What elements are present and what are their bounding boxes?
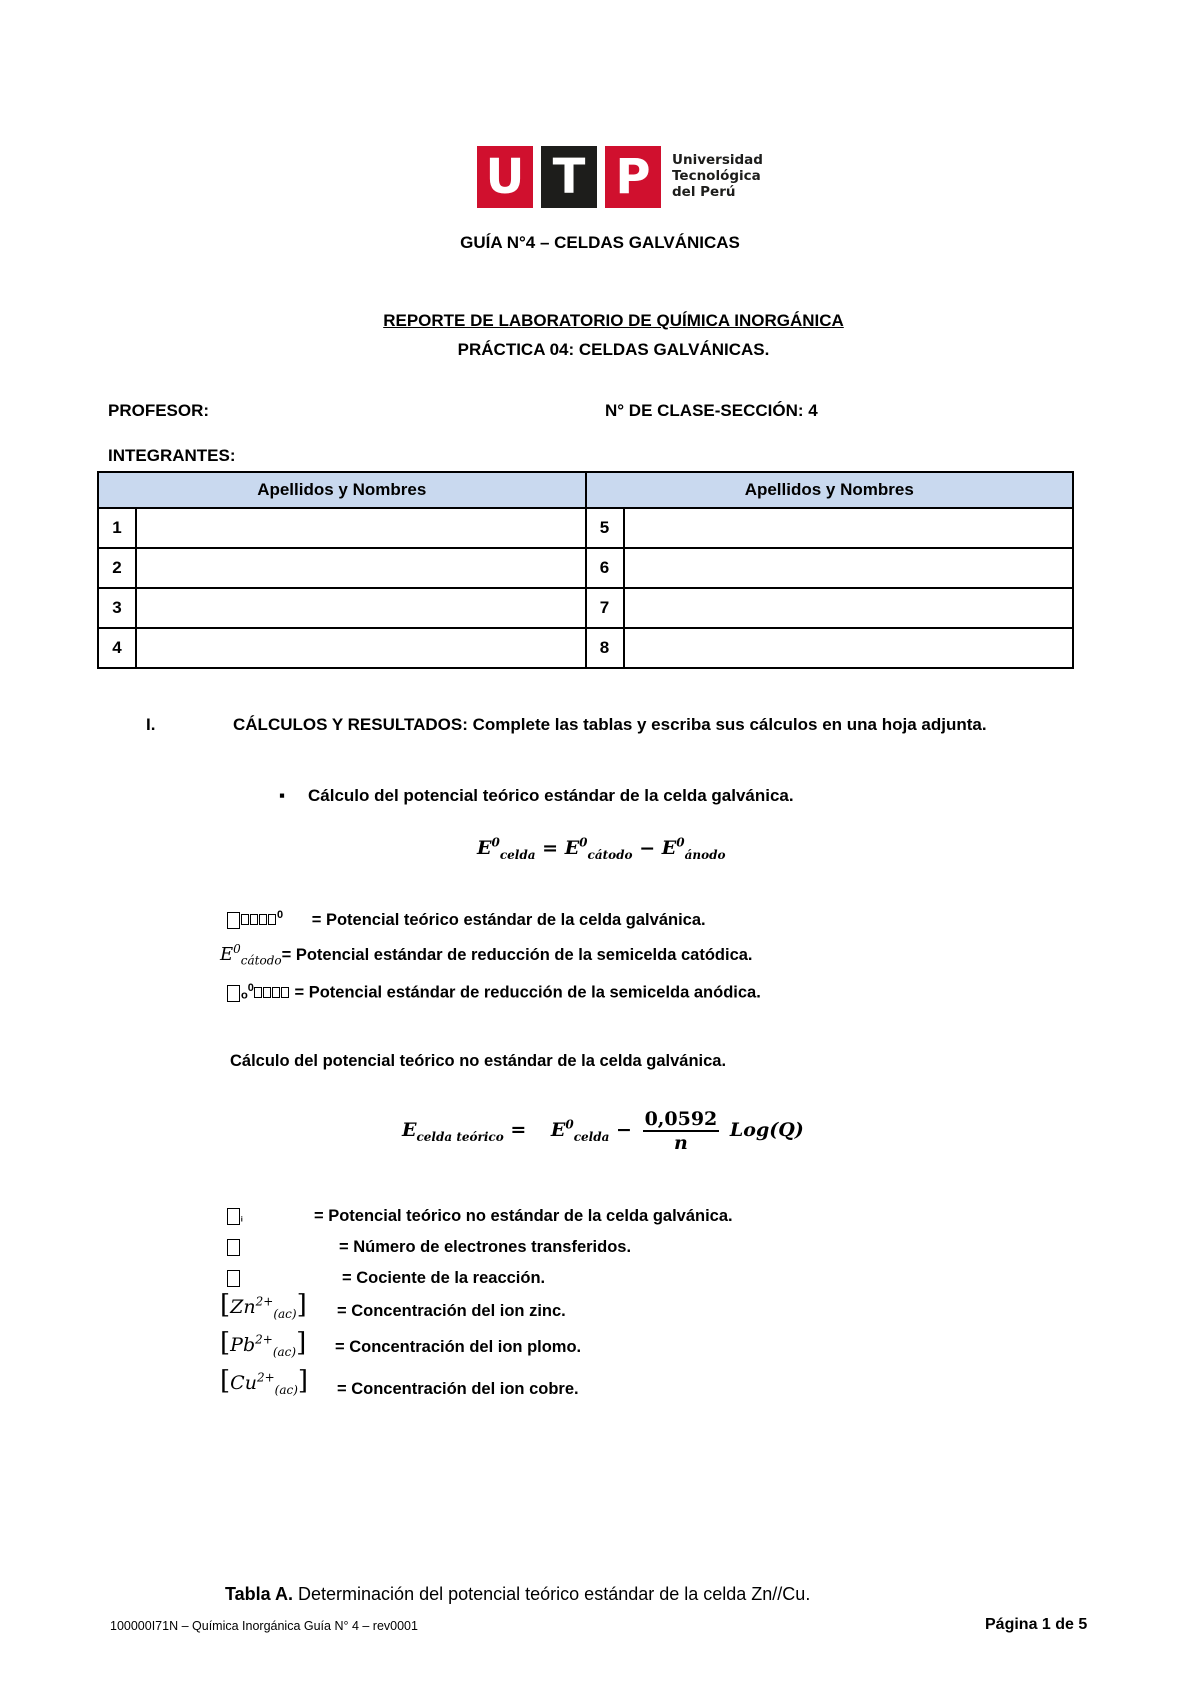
missing-glyph-icon (254, 987, 262, 998)
standard-potential-equation (477, 836, 725, 862)
ion-copper-text: = Concentración del ion cobre. (337, 1380, 579, 1398)
report-title: REPORTE DE LABORATORIO DE QUÍMICA INORGÁNICA (383, 311, 844, 330)
logo-letter-t: T (541, 146, 597, 208)
footer-page-number: Página 1 de 5 (985, 1616, 1088, 1633)
bullet-icon: ▪ (279, 786, 286, 805)
member-name-field[interactable] (624, 588, 1074, 628)
ion-copper-row: $[Cu^{2+}_{(ac)}]$ = Concentración del ion cobre. (220, 1366, 579, 1398)
table-a-text: Determinación del potencial teórico estándar de la celda Zn//Cu. (298, 1584, 811, 1604)
member-number: 2 (98, 548, 136, 588)
ion-lead-text: = Concentración del ion plomo. (335, 1338, 582, 1356)
members-header-left: Apellidos y Nombres (98, 472, 586, 508)
missing-glyph-icon (263, 987, 271, 998)
member-number: 8 (586, 628, 624, 668)
missing-glyph-icon (250, 914, 258, 925)
missing-glyph-icon (268, 914, 276, 925)
member-name-field[interactable] (136, 508, 586, 548)
section-heading-line (233, 715, 987, 735)
def-electrons: = Número de electrones transferidos. (227, 1238, 241, 1257)
table-row (98, 508, 1073, 548)
missing-glyph-icon (259, 914, 267, 925)
ion-zinc-row: $[Zn^{2+}_{(ac)}]$ = Concentración del ion zinc. (220, 1290, 566, 1321)
members-label: INTEGRANTES: (108, 446, 236, 465)
logo-name-line-2: Tecnológica (672, 168, 761, 184)
member-name-field[interactable] (136, 548, 586, 588)
logo-letter-u: U (477, 146, 533, 208)
utp-logo (477, 146, 762, 208)
logo-name-line-1: Universidad (672, 152, 763, 168)
professor-label: PROFESOR: (108, 401, 210, 420)
member-number: 6 (586, 548, 624, 588)
eq1-anode: $E^0_{ánodo}$ (661, 836, 726, 863)
member-number: 3 (98, 588, 136, 628)
def-cathode-potential: $E^0_{cátodo}=$ Potencial estándar de reducción de la semicelda catódica. (220, 942, 753, 968)
logo-name (672, 152, 763, 200)
member-name-field[interactable] (624, 628, 1074, 668)
table-a-label: Tabla A. (225, 1584, 294, 1604)
section-instruction: Complete las tablas y escriba sus cálculos en una hoja adjunta. (472, 715, 987, 734)
section-heading: CÁLCULOS Y RESULTADOS: (233, 715, 468, 734)
table-row (98, 588, 1073, 628)
members-header-right: Apellidos y Nombres (586, 472, 1074, 508)
footer-doc-code: 100000I71N – Química Inorgánica Guía N° 4 – rev0001 (110, 1619, 418, 1633)
eq2-equals: = (510, 1119, 527, 1141)
member-name-field[interactable] (136, 588, 586, 628)
def-cell-potential: $^0$ = Potencial teórico estándar de la celda galvánica. (227, 909, 706, 930)
guide-title: GUÍA N°4 – CELDAS GALVÁNICAS (460, 233, 740, 252)
eq2-minus: − (616, 1119, 632, 1141)
missing-glyph-icon (241, 914, 249, 925)
member-name-field[interactable] (136, 628, 586, 668)
standard-potential-heading: Cálculo del potencial teórico estándar de la celda galvánica. (308, 786, 794, 805)
practice-title: PRÁCTICA 04: CELDAS GALVÁNICAS. (457, 340, 770, 359)
logo-name-line-3: del Perú (672, 184, 736, 200)
members-table (97, 471, 1074, 669)
eq1-equals: = (542, 837, 559, 860)
nernst-equation (402, 1108, 804, 1154)
eq1-lhs: $E^0_{celda}$ (477, 836, 536, 863)
members-table-header (98, 472, 1073, 508)
def-anode-potential: ₒ$^0$ = Potencial estándar de reducción de la semicelda anódica. (227, 982, 761, 1003)
table-row (98, 628, 1073, 668)
def-reaction-quotient: = Cociente de la reacción. (227, 1269, 241, 1288)
member-number: 1 (98, 508, 136, 548)
missing-glyph-icon (272, 987, 280, 998)
member-number: 5 (586, 508, 624, 548)
missing-glyph-icon (281, 987, 289, 998)
ion-zinc-text: = Concentración del ion zinc. (337, 1302, 566, 1320)
class-section-label: N° DE CLASE-SECCIÓN: 4 (605, 401, 818, 420)
missing-glyph-icon (227, 1239, 240, 1256)
eq2-denominator: n (674, 1132, 688, 1154)
eq2-log: Log(Q) (729, 1119, 804, 1141)
missing-glyph-icon (227, 1270, 240, 1287)
table-row (98, 548, 1073, 588)
section-numeral: I. (146, 715, 156, 734)
member-name-field[interactable] (624, 508, 1074, 548)
eq1-minus: − (639, 837, 656, 860)
missing-glyph-icon (227, 985, 240, 1002)
nonstandard-potential-heading: Cálculo del potencial teórico no estándar de la celda galvánica. (230, 1052, 727, 1070)
missing-glyph-icon (227, 912, 240, 929)
eq2-standard-term: $E^0_{celda}$ (550, 1117, 610, 1144)
missing-glyph-icon (227, 1208, 240, 1225)
member-name-field[interactable] (624, 548, 1074, 588)
member-number: 4 (98, 628, 136, 668)
def-nonstandard-potential: ᵢ = Potencial teórico no estándar de la celda galvánica. (227, 1207, 243, 1226)
eq2-lhs: $E_{celda teórico}$ (402, 1119, 504, 1144)
ion-lead-row: $[Pb^{2+}_{(ac)}]$ = Concentración del ion plomo. (220, 1328, 582, 1359)
member-number: 7 (586, 588, 624, 628)
eq1-cathode: $E^0_{cátodo}$ (564, 836, 633, 863)
logo-letter-p: P (605, 146, 661, 208)
cathode-symbol: $E^0_{cátodo}$ (220, 942, 282, 968)
eq2-fraction (643, 1108, 720, 1154)
table-a-caption (225, 1584, 810, 1605)
eq2-numerator: 0,0592 (644, 1108, 718, 1130)
